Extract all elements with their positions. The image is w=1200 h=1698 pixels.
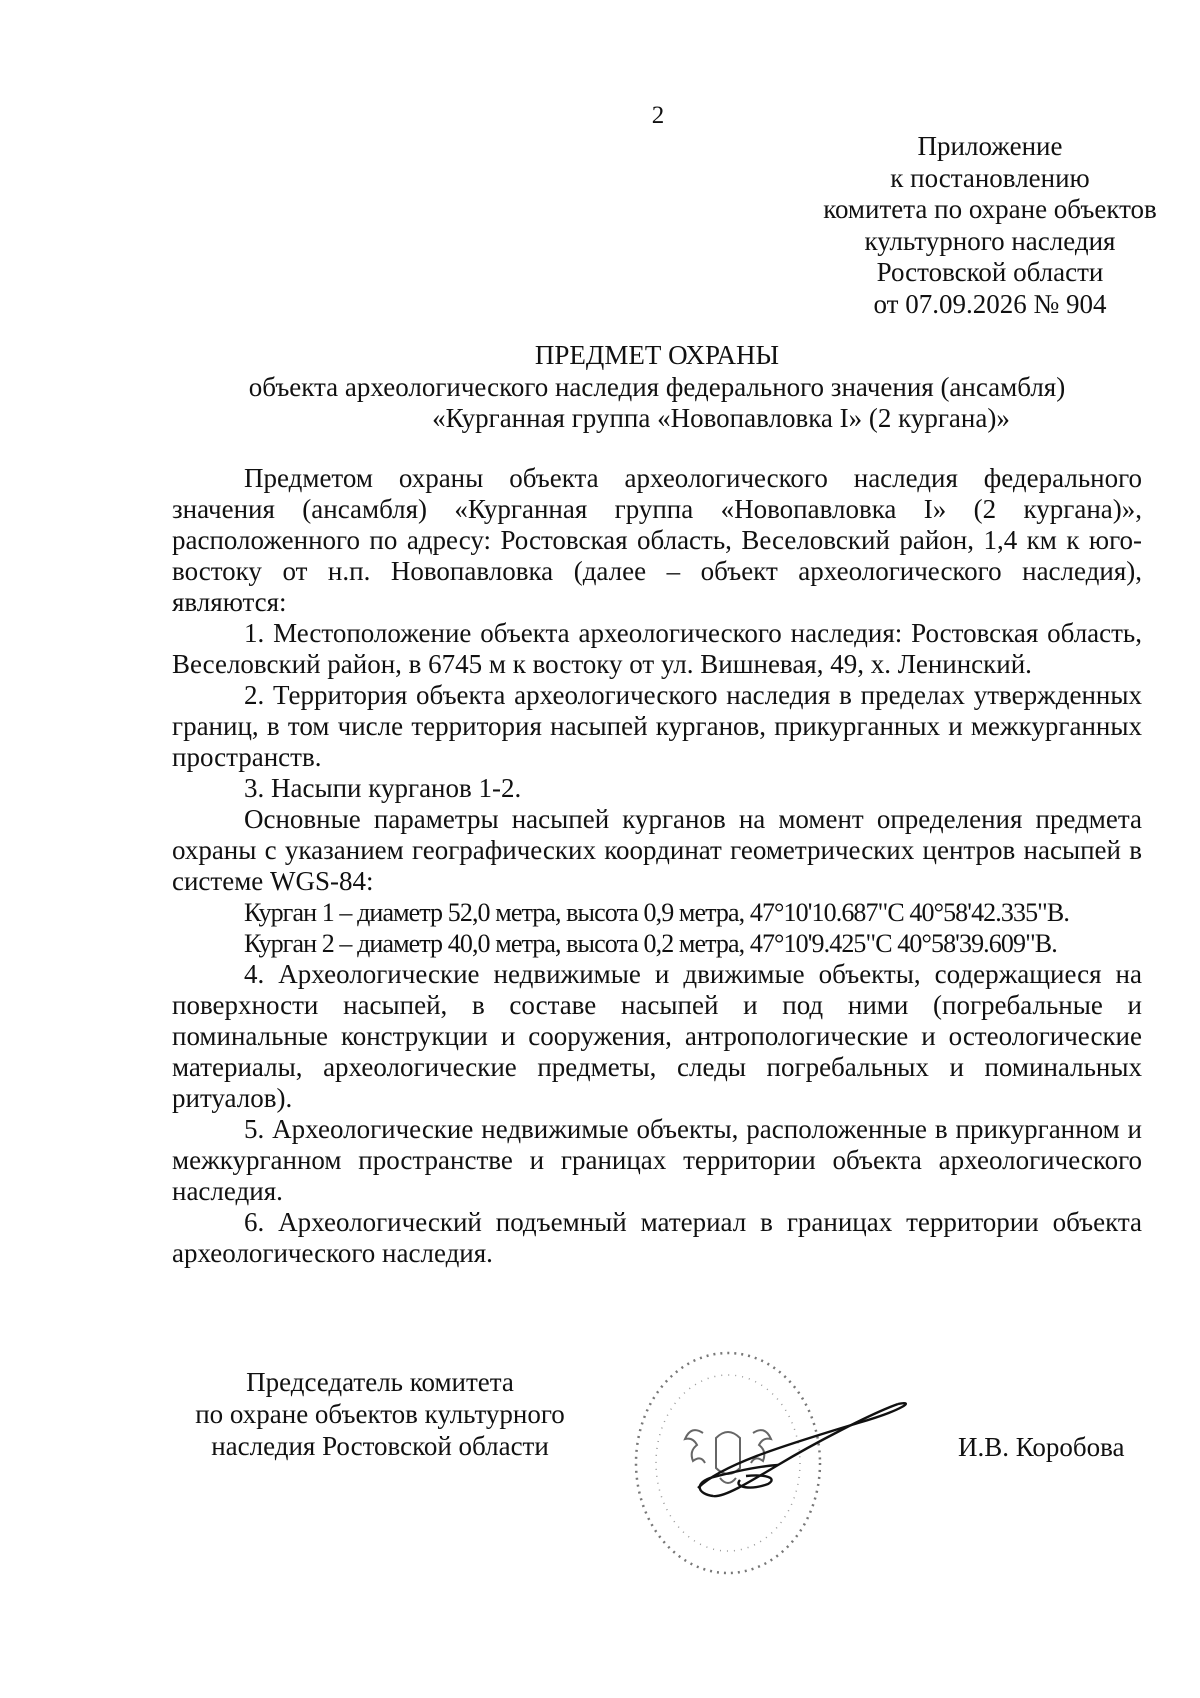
official-seal-icon (628, 1338, 928, 1588)
title-object-name: «Курганная группа «Новопавловка I» (2 кургана)» (432, 403, 1010, 433)
paragraph-kurgan-1: Курган 1 – диаметр 52,0 метра, высота 0,9 метра, 47°10'10.687"С 40°58'42.335"В. (244, 898, 1069, 927)
paragraph-item-6: 6. Археологический подъемный материал в границах территории объекта археологического наследия. (172, 1207, 1142, 1268)
signer-name: И.В. Коробова (958, 1432, 1125, 1462)
paragraph-intro: Предметом охраны объекта археологического наследия федерального значения (ансамбля) «Курганная группа «Новопавловка I» (2 кургана)», расположенного по адресу: Ростовская область, Веселовский район, 1,4 км к юго-востоку от н.п. Новопавловка (далее – объект археологического наследия), являются: (172, 463, 1142, 617)
paragraph-item-5: 5. Археологические недвижимые объекты, расположенные в прикурганном и межкурганном пространстве и границах территории объекта археологического наследия. (172, 1114, 1142, 1206)
position-line: Председатель комитета (246, 1367, 514, 1397)
appendix-line: комитета по охране объектов (823, 194, 1157, 224)
position-line: по охране объектов культурного (195, 1399, 565, 1429)
paragraph-kurgan-2: Курган 2 – диаметр 40,0 метра, высота 0,2 метра, 47°10'9.425"С 40°58'39.609"В. (244, 929, 1057, 958)
appendix-line: Приложение (917, 131, 1063, 161)
position-line: наследия Ростовской области (211, 1431, 549, 1461)
page-number: 2 (651, 102, 665, 129)
appendix-line: Ростовской области (876, 257, 1104, 287)
document-body (172, 463, 1142, 1269)
paragraph-parameters: Основные параметры насыпей курганов на момент определения предмета охраны с указанием географических координат геометрических центров насыпей в системе WGS-84: (172, 804, 1142, 896)
paragraph-item-1: 1. Местоположение объекта археологического наследия: Ростовская область, Веселовский район, в 6745 м к востоку от ул. Вишневая, 49, х. Ленинский. (172, 618, 1142, 679)
paragraph-item-4: 4. Археологические недвижимые и движимые объекты, содержащиеся на поверхности насыпей, в составе насыпей и под ними (погребальные и поминальные конструкции и сооружения, антропологические и остеологические материалы, археологические предметы, следы погребальных и поминальных ритуалов). (172, 959, 1142, 1113)
title-subtitle: объекта археологического наследия федерального значения (ансамбля) (248, 371, 1066, 402)
paragraph-item-3: 3. Насыпи курганов 1-2. (244, 773, 522, 803)
signatory-position (160, 1366, 600, 1462)
title-main: ПРЕДМЕТ ОХРАНЫ (534, 340, 780, 370)
appendix-header (720, 131, 1200, 320)
appendix-line: к постановлению (890, 162, 1090, 193)
appendix-line: культурного наследия (864, 225, 1116, 256)
appendix-line: от 07.09.2026 № 904 (873, 288, 1107, 319)
document-title (172, 340, 1142, 435)
paragraph-item-2: 2. Территория объекта археологического наследия в пределах утвержденных границ, в том числе территория насыпей курганов, прикурганных и межкурганных пространств. (172, 680, 1142, 772)
